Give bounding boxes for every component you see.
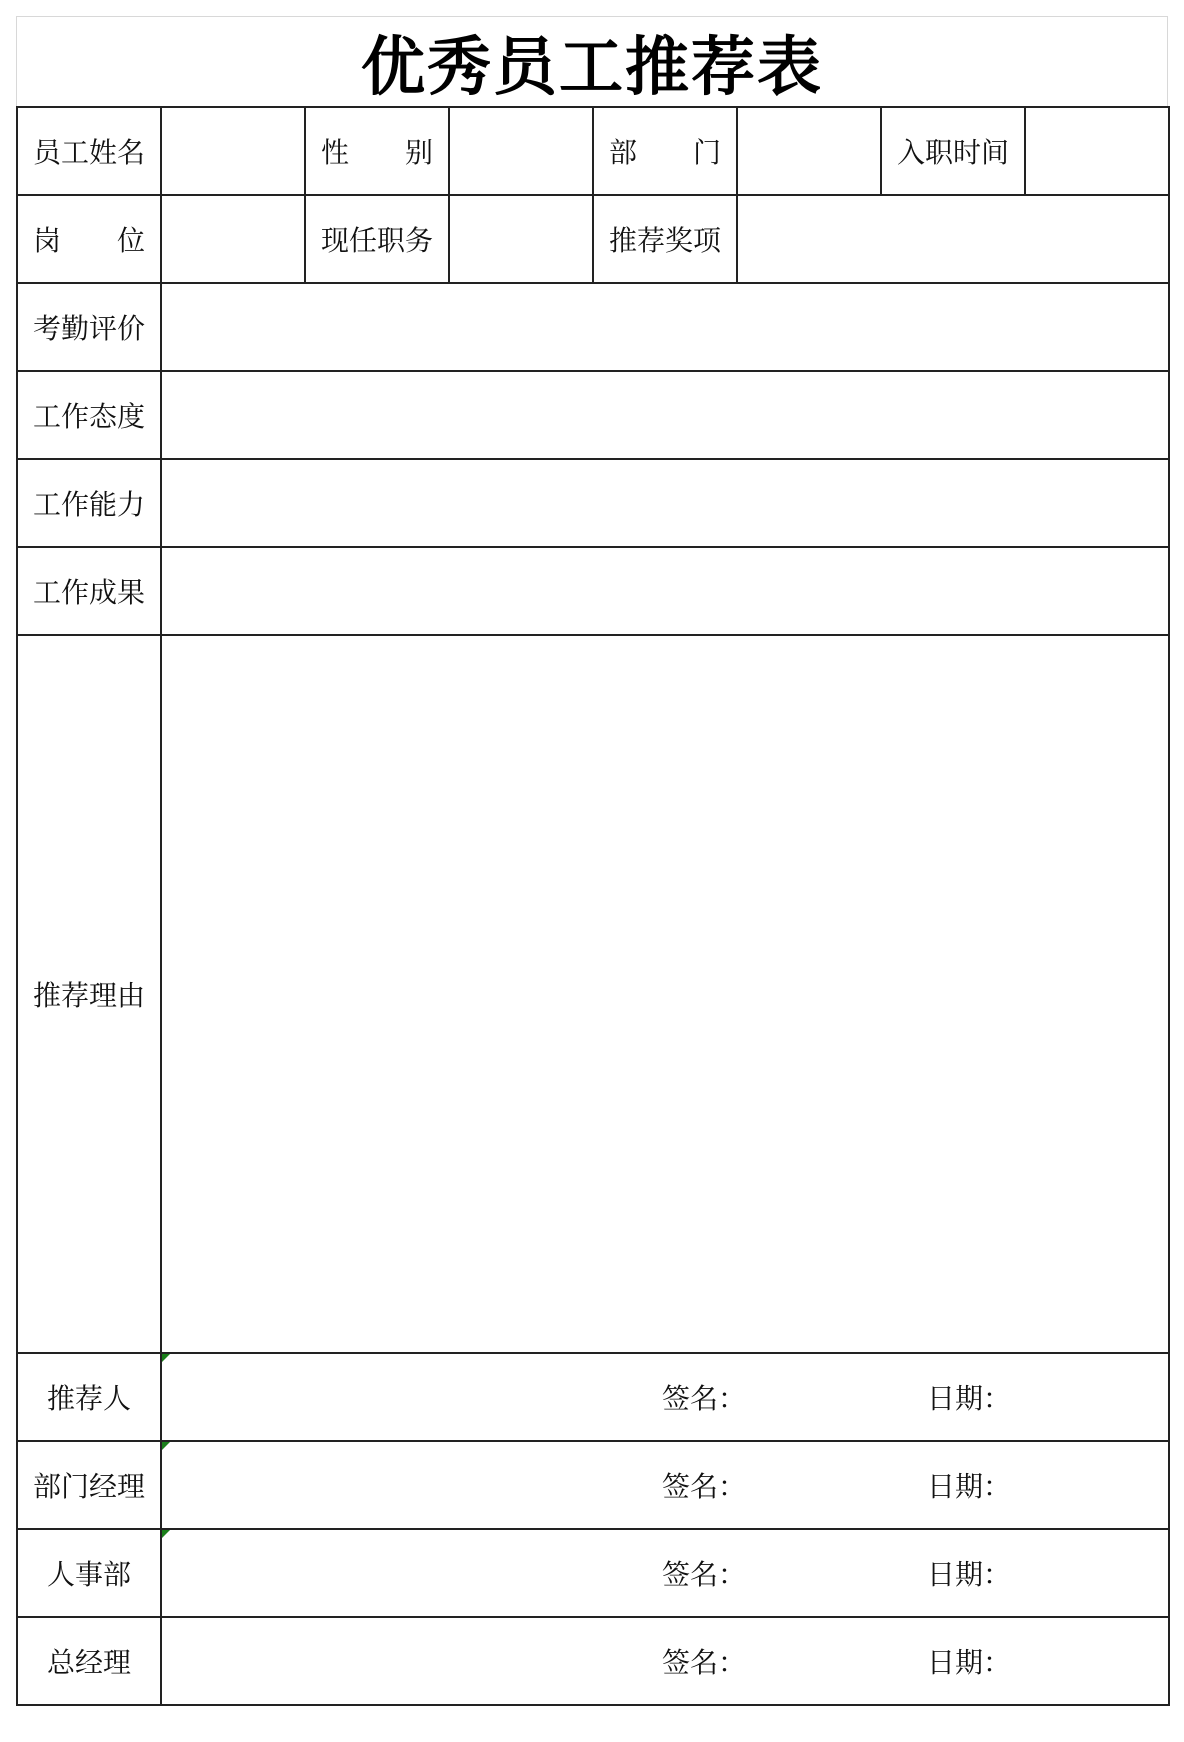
row-basic-info xyxy=(17,107,1169,195)
row-attendance xyxy=(17,283,1169,371)
attitude-field[interactable] xyxy=(161,371,1169,459)
department-field[interactable] xyxy=(737,107,881,195)
row-recommender xyxy=(17,1353,1169,1441)
dept-manager-label: 部门经理 xyxy=(17,1441,161,1529)
row-general-manager xyxy=(17,1617,1169,1705)
row-results xyxy=(17,547,1169,635)
signature-label: 签名： xyxy=(662,1646,747,1679)
attendance-field[interactable] xyxy=(161,283,1169,371)
hr-label: 人事部 xyxy=(17,1529,161,1617)
recommendation-form xyxy=(16,16,1168,1706)
row-ability xyxy=(17,459,1169,547)
results-field[interactable] xyxy=(161,547,1169,635)
signature-label: 签名： xyxy=(662,1382,747,1415)
attitude-label: 工作态度 xyxy=(17,371,161,459)
general-manager-label: 总经理 xyxy=(17,1617,161,1705)
date-label: 日期： xyxy=(927,1558,1012,1591)
join-date-field[interactable] xyxy=(1025,107,1169,195)
row-attitude xyxy=(17,371,1169,459)
cell-comment-marker xyxy=(162,1442,170,1450)
gender-label: 性 别 xyxy=(305,107,449,195)
signature-label: 签名： xyxy=(662,1470,747,1503)
date-label: 日期： xyxy=(927,1382,1012,1415)
employee-name-label: 员工姓名 xyxy=(17,107,161,195)
current-duty-label: 现任职务 xyxy=(305,195,449,283)
post-field[interactable] xyxy=(161,195,305,283)
title-bar xyxy=(16,16,1168,106)
current-duty-field[interactable] xyxy=(449,195,593,283)
cell-comment-marker xyxy=(162,1530,170,1538)
reason-label: 推荐理由 xyxy=(17,635,161,1353)
award-field[interactable] xyxy=(737,195,1169,283)
general-manager-sign-cell[interactable] xyxy=(161,1617,1169,1705)
dept-manager-sign-cell[interactable] xyxy=(161,1441,1169,1529)
gender-field[interactable] xyxy=(449,107,593,195)
employee-name-field[interactable] xyxy=(161,107,305,195)
recommender-sign-cell[interactable] xyxy=(161,1353,1169,1441)
post-label: 岗 位 xyxy=(17,195,161,283)
date-label: 日期： xyxy=(927,1470,1012,1503)
form-table xyxy=(16,106,1170,1706)
cell-comment-marker xyxy=(162,1354,170,1362)
date-label: 日期： xyxy=(927,1646,1012,1679)
department-label: 部 门 xyxy=(593,107,737,195)
signature-label: 签名： xyxy=(662,1558,747,1591)
row-position xyxy=(17,195,1169,283)
ability-label: 工作能力 xyxy=(17,459,161,547)
recommender-label: 推荐人 xyxy=(17,1353,161,1441)
row-hr xyxy=(17,1529,1169,1617)
row-dept-manager xyxy=(17,1441,1169,1529)
join-date-label: 入职时间 xyxy=(881,107,1025,195)
hr-sign-cell[interactable] xyxy=(161,1529,1169,1617)
attendance-label: 考勤评价 xyxy=(17,283,161,371)
ability-field[interactable] xyxy=(161,459,1169,547)
row-reason xyxy=(17,635,1169,1353)
reason-field[interactable] xyxy=(161,635,1169,1353)
form-title: 优秀员工推荐表 xyxy=(361,30,823,105)
results-label: 工作成果 xyxy=(17,547,161,635)
award-label: 推荐奖项 xyxy=(593,195,737,283)
